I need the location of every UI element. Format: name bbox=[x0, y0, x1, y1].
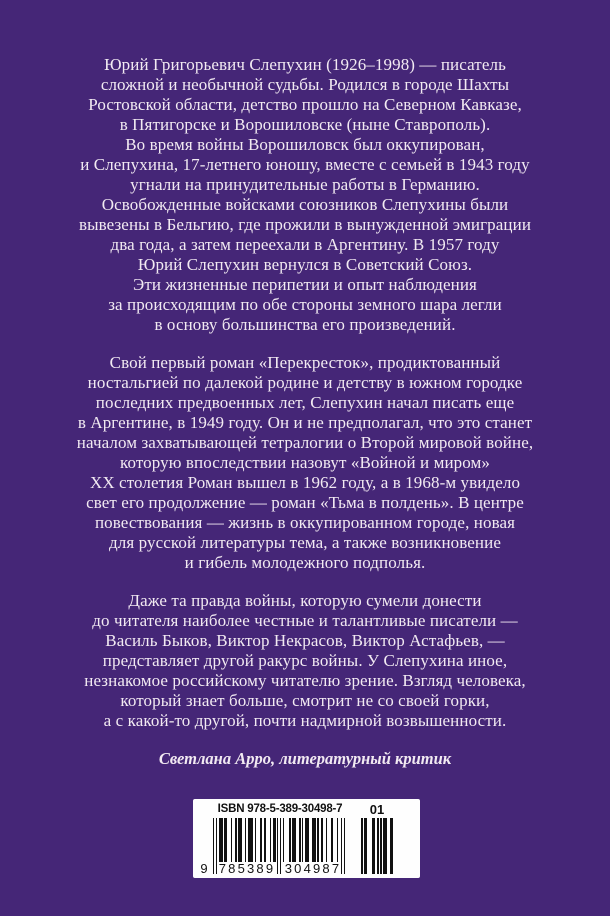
barcode-addon-number: 01 bbox=[369, 802, 385, 817]
text-line: в Пятигорске и Ворошиловске (ныне Ставрополь). bbox=[119, 115, 491, 134]
annotation-text-block bbox=[26, 55, 584, 769]
text-line: незнакомое российскому читателю зрение. Взгляд человека, bbox=[84, 671, 526, 690]
annotation-paragraph-quote bbox=[26, 591, 584, 731]
text-line: Василь Быков, Виктор Некрасов, Виктор Астафьев, — bbox=[105, 631, 505, 650]
text-line: Во время войны Ворошиловск был оккупирован, bbox=[125, 135, 485, 154]
text-line: сложной и необычной судьбы. Родился в городе Шахты bbox=[100, 75, 510, 94]
annotation-paragraph-novels bbox=[26, 353, 584, 573]
text-line: Юрий Слепухин вернулся в Советский Союз. bbox=[137, 255, 473, 274]
isbn-number: ISBN 978-5-389-30498-7 bbox=[217, 803, 343, 815]
text-line: Ростовской области, детство прошло на Северном Кавказе, bbox=[88, 95, 522, 114]
text-line: Юрий Григорьевич Слепухин (1926–1998) — писатель bbox=[104, 55, 506, 74]
text-line: последних предвоенных лет, Слепухин начал писать еще bbox=[95, 393, 515, 412]
text-line: Освобожденные войсками союзников Слепухины были bbox=[101, 195, 509, 214]
text-line: ХХ столетия Роман вышел в 1962 году, а в 1968-м увидело bbox=[89, 473, 521, 492]
ean-digits-left: 785389 bbox=[218, 861, 276, 876]
text-line: для русской литературы тема, а также возникновение bbox=[109, 533, 501, 552]
text-line: свет его продолжение — роман «Тьма в полдень». В центре bbox=[86, 493, 524, 512]
ean-digits-right: 304987 bbox=[284, 861, 342, 876]
text-line: за происходящим по обе стороны земного шара легли bbox=[108, 295, 502, 314]
text-line: Эти жизненные перипетии и опыт наблюдения bbox=[133, 275, 477, 294]
text-line: угнали на принудительные работы в Германию. bbox=[130, 175, 480, 194]
text-line: Свой первый роман «Перекресток», продиктованный bbox=[109, 353, 501, 372]
text-line: повествования — жизнь в оккупированном городе, новая bbox=[94, 513, 516, 532]
text-line: Даже та правда войны, которую сумели донести bbox=[128, 591, 482, 610]
barcode-bars-area bbox=[193, 818, 420, 876]
text-line: и гибель молодежного подполья. bbox=[184, 553, 426, 572]
text-line: до читателя наиболее честные и талантливые писатели — bbox=[92, 611, 518, 630]
text-line: два года, а затем переехали в Аргентину. В 1957 году bbox=[110, 235, 500, 254]
barcode-bar bbox=[344, 818, 345, 874]
text-line: который знает больше, смотрит не со своей горки, bbox=[120, 691, 490, 710]
text-line: в основу большинства его произведений. bbox=[154, 315, 456, 334]
text-line: представляет другой ракурс войны. У Слепухина иное, bbox=[102, 651, 508, 670]
barcode-bar bbox=[391, 818, 393, 874]
ean-first-digit: 9 bbox=[200, 861, 208, 876]
annotation-paragraph-biography bbox=[26, 55, 584, 335]
text-line: вывезены в Бельгию, где прожили в вынужденной эмиграции bbox=[78, 215, 532, 234]
text-line: а с какой-то другой, почти надмирной возвышенности. bbox=[103, 711, 507, 730]
text-line: началом захватывающей тетралогии о Второй мировой войне, bbox=[76, 433, 534, 452]
quote-attribution: Светлана Арро, литературный критик bbox=[158, 749, 452, 768]
ean2-addon-barcode bbox=[361, 818, 393, 874]
text-line: которую впоследствии назовут «Войной и миром» bbox=[120, 453, 490, 472]
text-line: в Аргентине, в 1949 году. Он и не предполагал, что это станет bbox=[77, 413, 533, 432]
text-line: и Слепухина, 17-летнего юношу, вместе с семьей в 1943 году bbox=[80, 155, 530, 174]
isbn-barcode-box bbox=[193, 799, 420, 878]
text-line: ностальгией по далекой родине и детству в южном городке bbox=[87, 373, 523, 392]
